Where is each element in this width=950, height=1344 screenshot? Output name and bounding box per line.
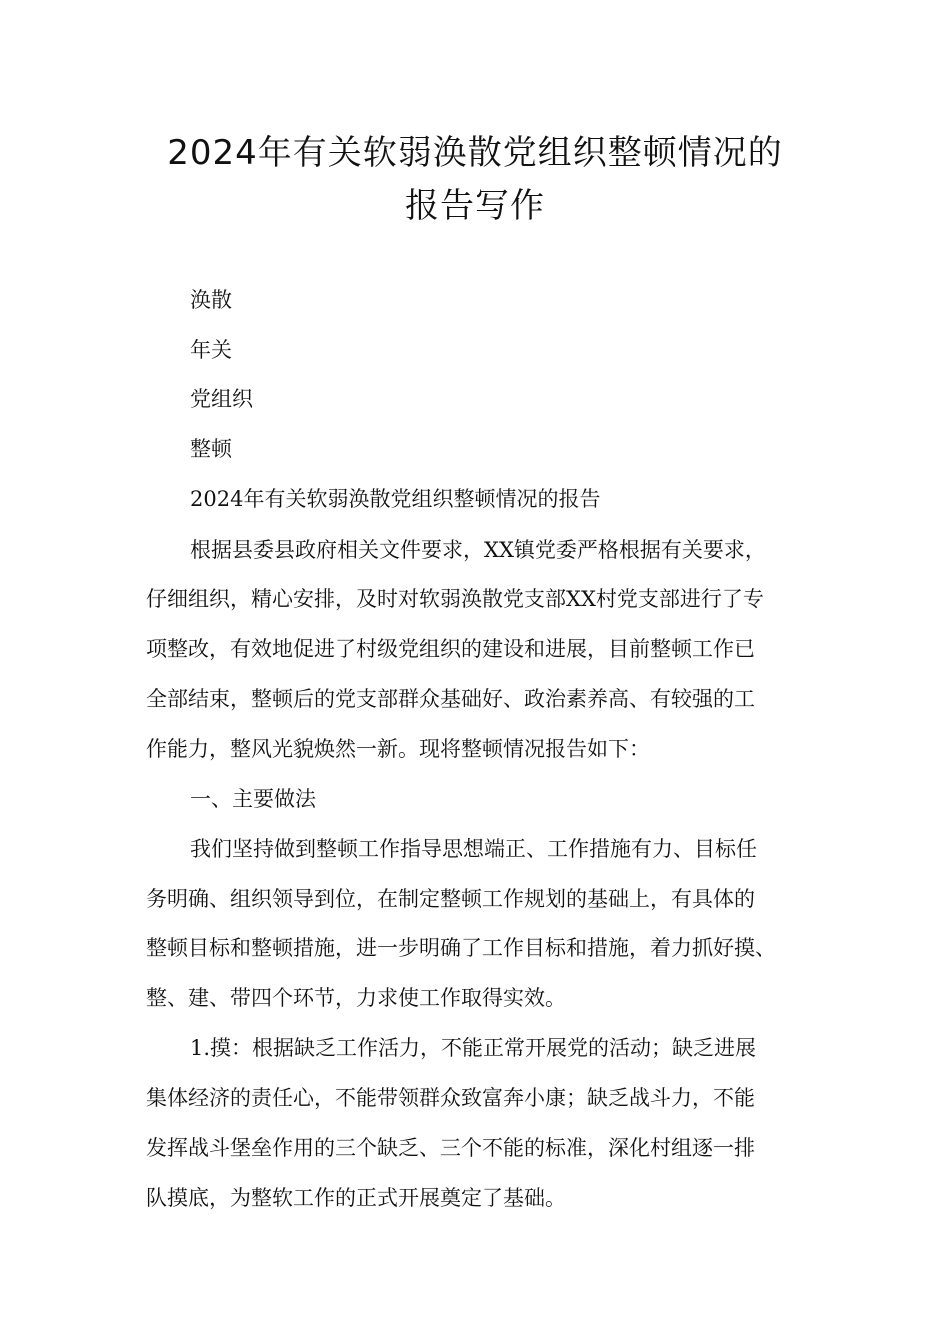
paragraph-line: 整顿目标和整顿措施，进一步明确了工作目标和措施，着力抓好摸、 (146, 936, 776, 960)
paragraph-line: 我们坚持做到整顿工作指导思想端正、工作措施有力、目标任 (190, 837, 757, 861)
paragraph-line: 全部结束，整顿后的党支部群众基础好、政治素养高、有较强的工 (146, 687, 755, 711)
paragraph-line: 整、建、带四个环节，力求使工作取得实效。 (146, 986, 566, 1010)
paragraph-line: 1.摸：根据缺乏工作活力，不能正常开展党的活动；缺乏进展 (190, 1036, 757, 1060)
keyword-line: 涣散 (190, 288, 232, 312)
report-subtitle: 2024年有关软弱涣散党组织整顿情况的报告 (190, 487, 601, 511)
section-heading: 一、主要做法 (190, 787, 316, 811)
paragraph-line: 队摸底，为整软工作的正式开展奠定了基础。 (146, 1186, 566, 1210)
paragraph-line: 仔细组织，精心安排，及时对软弱涣散党支部XX村党支部进行了专 (146, 587, 764, 611)
document-title-line-2: 报告写作 (405, 186, 545, 226)
keyword-line: 党组织 (190, 387, 253, 411)
paragraph-line: 作能力，整风光貌焕然一新。现将整顿情况报告如下： (146, 737, 650, 761)
keyword-line: 整顿 (190, 437, 232, 461)
paragraph-line: 集体经济的责任心，不能带领群众致富奔小康；缺乏战斗力，不能 (146, 1086, 755, 1110)
paragraph-line: 发挥战斗堡垒作用的三个缺乏、三个不能的标准，深化村组逐一排 (146, 1136, 755, 1160)
paragraph-line: 项整改，有效地促进了村级党组织的建设和进展，目前整顿工作已 (146, 637, 755, 661)
keyword-line: 年关 (190, 338, 232, 362)
paragraph-line: 根据县委县政府相关文件要求，XX镇党委严格根据有关要求， (190, 538, 766, 562)
paragraph-line: 务明确、组织领导到位，在制定整顿工作规划的基础上，有具体的 (146, 887, 755, 911)
document-title-line-1: 2024年有关软弱涣散党组织整顿情况的 (167, 133, 783, 173)
